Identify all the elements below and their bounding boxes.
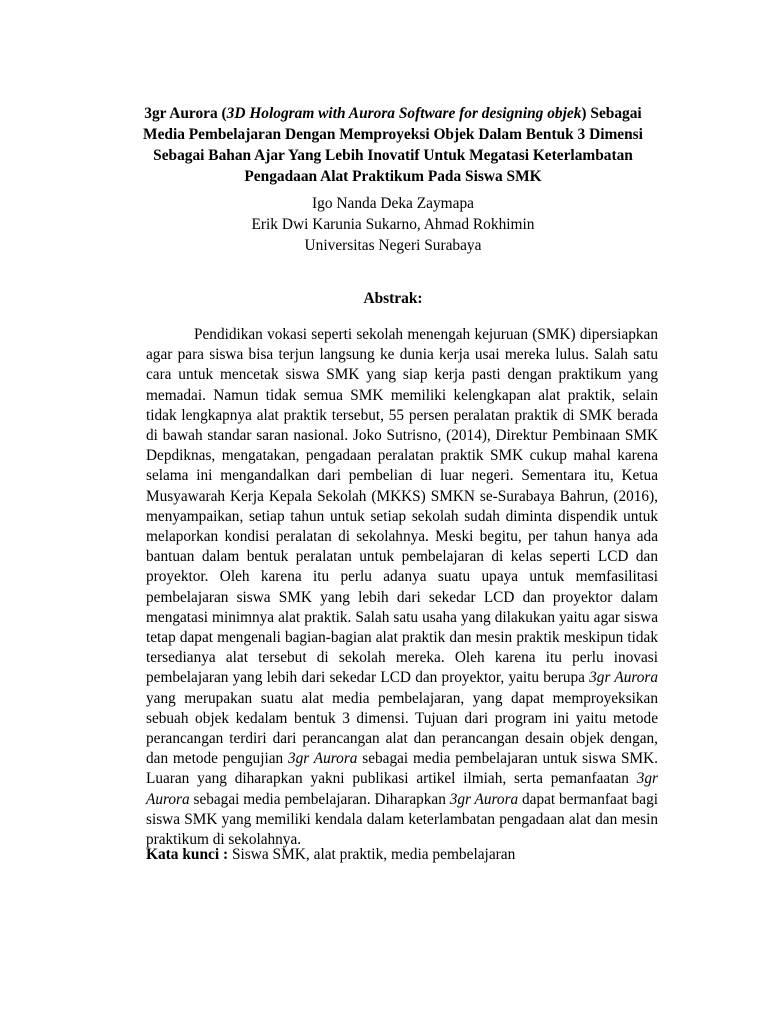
paper-title (128, 103, 658, 187)
abstract-em-4: 3gr Aurora (449, 790, 519, 808)
affiliation: Universitas Negeri Surabaya (304, 237, 482, 254)
title-part-2: ) Sebagai Media Pembelajaran Dengan Memproyeksi Objek Dalam Bentuk 3 Dimensi Sebagai Bahan Ajar Yang Lebih Inovatif Untuk Megatasi Keterlambatan Pengadaan Alat Praktikum Pada Siswa SMK (143, 105, 643, 185)
keywords-line (146, 844, 658, 865)
abstract-em-3: 3gr Aurora (146, 770, 658, 808)
title-part-1: 3gr Aurora ( (144, 105, 227, 122)
abstract-text-2: yang merupakan suatu alat media pembelajaran, yang dapat memproyeksikan sebuah objek kedalam bentuk 3 dimensi. Tujuan dari program ini yaitu metode perancangan terdiri dari perancangan alat dan perancangan desain objek dengan, dan metode pengujian (146, 689, 658, 768)
author-line-1: Igo Nanda Deka Zaymapa (312, 195, 474, 212)
abstract-text-5: dapat bermanfaat bagi siswa SMK yang memiliki kendala dalam keterlambatan pengadaan alat dan mesin praktikum di sekolahnya. (146, 790, 658, 849)
abstract-em-2: 3gr Aurora (287, 750, 358, 768)
keywords-value: Siswa SMK, alat praktik, media pembelajaran (228, 846, 516, 863)
title-italic-part: 3D Hologram with Aurora Software for designing objek (226, 105, 582, 122)
abstract-text-3: sebagai media pembelajaran untuk siswa SMK. Luaran yang diharapkan yakni publikasi artikel ilmiah, serta pemanfaatan (146, 750, 658, 788)
abstract-text-4: sebagai media pembelajaran. Diharapkan (189, 790, 450, 808)
abstract-text-1: Pendidikan vokasi seperti sekolah menengah kejuruan (SMK) dipersiapkan agar para siswa bisa terjun langsung ke dunia kerja usai mereka lulus. Salah satu cara untuk mencetak siswa SMK yang siap kerja pasti dengan praktikum yang memadai. Namun tidak semua SMK memiliki kelengkapan alat praktik, selain tidak lengkapnya alat praktik tersebut, 55 persen peralatan praktik di SMK berada di bawah standar saran nasional. Joko Sutrisno, (2014), Direktur Pembinaan SMK Depdiknas, mengatakan, pengadaan peralatan praktik SMK cukup mahal karena selama ini mengandalkan dari pembelian di luar negeri. Sementara itu, Ketua Musyawarah Kerja Kepala Sekolah (MKKS) SMKN se-Surabaya Bahrun, (2016), menyampaikan, setiap tahun untuk setiap sekolah sudah diminta dispendik untuk melaporkan kondisi peralatan di sekolahnya. Meski begitu, per tahun hanya ada bantuan dalam bentuk peralatan untuk pembelajaran di kelas seperti LCD dan proyektor. Oleh karena itu perlu adanya suatu upaya untuk memfasilitasi pembelajaran siswa SMK yang lebih dari sekedar LCD dan proyektor dalam mengatasi minimnya alat praktik. Salah satu usaha yang dilakukan yaitu agar siswa tetap dapat mengenali bagian-bagian alat praktik dan mesin praktik meskipun tidak tersedianya alat tersebut di sekolah mereka. Oleh karena itu perlu inovasi pembelajaran yang lebih dari sekedar LCD dan proyektor, yaitu berupa (146, 326, 658, 687)
abstract-em-1: 3gr Aurora (589, 669, 658, 687)
keywords-label: Kata kunci : (146, 846, 229, 863)
author-block (128, 193, 658, 256)
abstract-body (146, 325, 658, 850)
abstract-heading: Abstrak: (363, 290, 423, 307)
author-line-2: Erik Dwi Karunia Sukarno, Ahmad Rokhimin (251, 216, 535, 233)
